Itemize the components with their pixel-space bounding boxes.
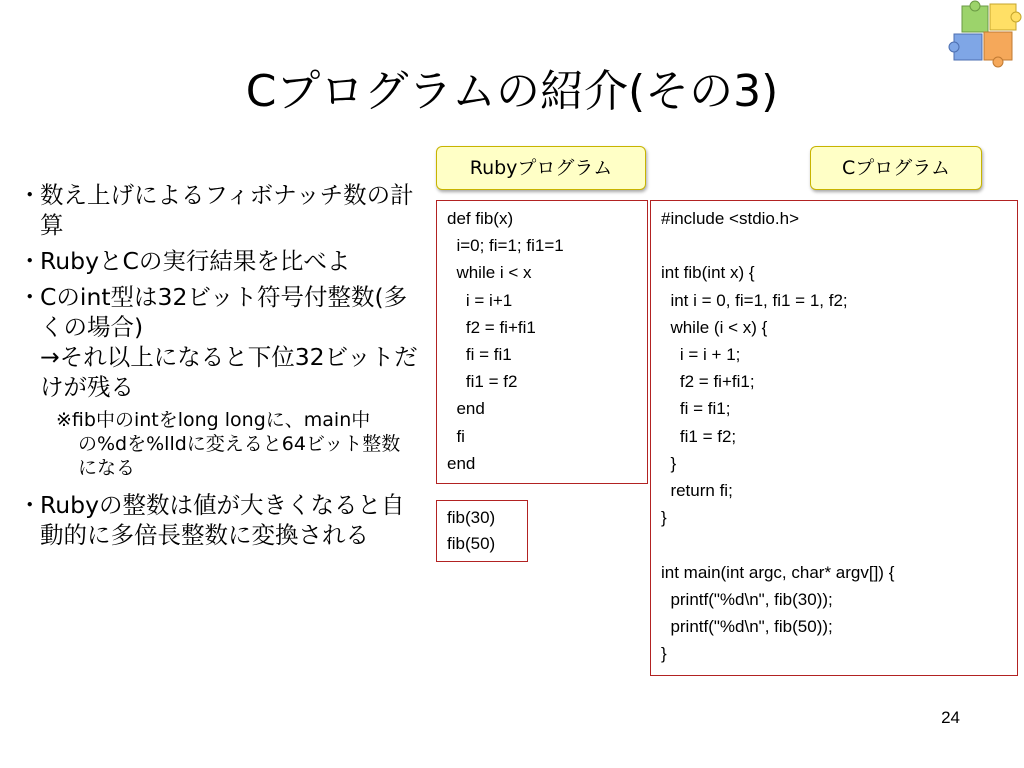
ruby-program-label: Rubyプログラム (436, 146, 646, 190)
c-code-block: #include <stdio.h> int fib(int x) { int i = 0, fi=1, fi1 = 1, f2; while (i < x) { i = i + 1; f2 = fi+fi1; fi = fi1; fi1 = f2; } return fi; } int main(int argc, char* argv[]) { printf("%d\n", fib(30)); printf("%d\n", fib(50)); } (650, 200, 1018, 676)
ruby-code-block: def fib(x) i=0; fi=1; fi1=1 while i < x i = i+1 f2 = fi+fi1 fi = fi1 fi1 = f2 end fi end (436, 200, 648, 484)
bullet-marker: ・ (18, 181, 42, 209)
bullet-marker: ・ (18, 491, 42, 519)
bullet-marker: ・ (18, 247, 42, 275)
page-number: 24 (941, 708, 960, 727)
bullet-text: Cのint型は32ビット符号付整数(多くの場合) →それ以上になると下位32ビットだけが残る (40, 283, 418, 401)
bullet-text: RubyとCの実行結果を比べよ (40, 247, 351, 275)
bullet-item (18, 282, 418, 402)
bullet-list (18, 180, 418, 556)
bullet-item (18, 246, 418, 276)
bullet-marker: ・ (18, 283, 42, 311)
c-program-label: Cプログラム (810, 146, 982, 190)
note-text: ※fib中のintをlong longに、main中の%dを%lldに変えると64ビット整数になる (56, 409, 401, 479)
ruby-calls-block: fib(30) fib(50) (436, 500, 528, 562)
bullet-text: 数え上げによるフィボナッチ数の計算 (40, 181, 414, 239)
bullet-item (18, 490, 418, 550)
page-title: Cプログラムの紹介(その3) (245, 66, 779, 117)
bullet-item (18, 180, 418, 240)
bullet-text: Rubyの整数は値が大きくなると自動的に多倍長整数に変換される (40, 491, 405, 549)
